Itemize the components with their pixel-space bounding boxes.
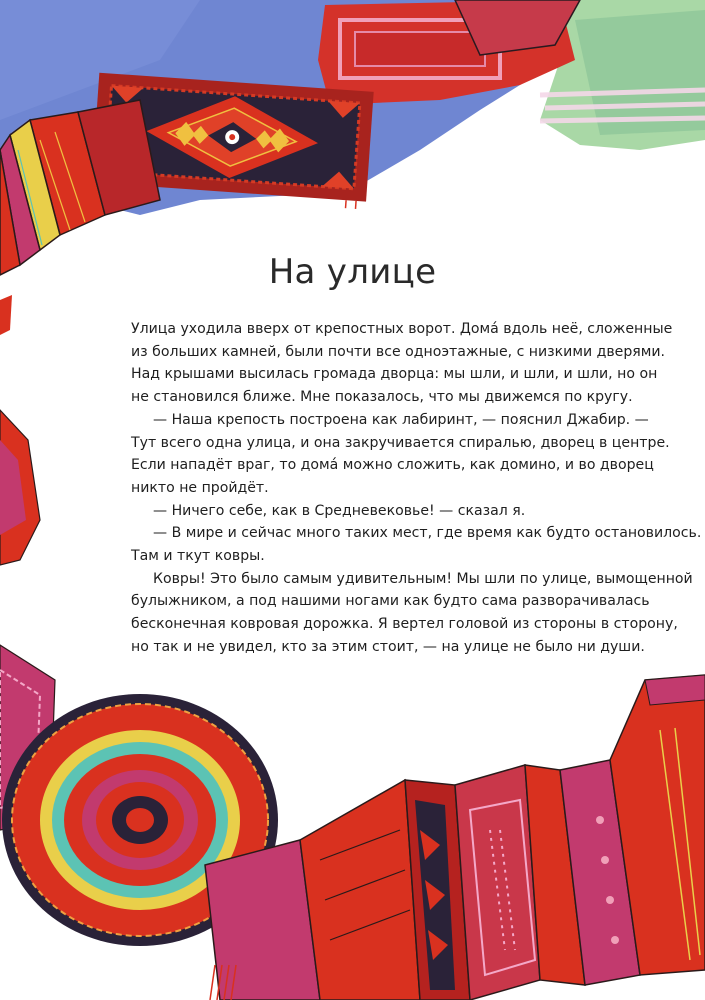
text-line: — Наша крепость построена как лабиринт, — пояснил Джабир. — [153, 411, 649, 428]
page-title: На улице [268, 252, 437, 292]
text-line: Над крышами высилась громада дворца: мы шли, и шли, и шли, но он [131, 366, 658, 383]
accordion-carpet-bottom [205, 675, 705, 1000]
text-line: не становился ближе. Мне показалось, что мы движемся по кругу. [131, 389, 633, 406]
text-line: — Ничего себе, как в Средневековье! — сказал я. [153, 502, 526, 519]
text-line: Там и ткут ковры. [131, 548, 265, 565]
text-line: бесконечная ковровая дорожка. Я вертел головой из стороны в сторону, [131, 616, 678, 633]
text-line: но так и не увидел, кто за этим стоит, — на улице не было ни души. [131, 638, 645, 655]
text-line: Ковры! Это было самым удивительным! Мы шли по улице, вымощенной [153, 570, 693, 587]
text-line: Если нападёт враг, то домá можно сложить, как домино, и во дворец [131, 457, 654, 474]
text-line: Тут всего одна улица, и она закручивается спиралью, дворец в центре. [131, 434, 670, 451]
text-line: булыжником, а под нашими ногами как будто сама разворачивалась [131, 593, 650, 610]
carpets-bottom-illustration [0, 645, 705, 1000]
text-line: — В мире и сейчас много таких мест, где время как будто остановилось. [153, 525, 702, 542]
text-line: Улица уходила вверх от крепостных ворот. Домá вдоль неё, сложенные [131, 321, 673, 337]
story-text [131, 318, 702, 659]
text-line: из больших камней, были почти все одноэтажные, с низкими дверями. [131, 343, 666, 360]
accordion-carpet-left [0, 100, 160, 275]
text-line: никто не пройдёт. [131, 479, 269, 496]
